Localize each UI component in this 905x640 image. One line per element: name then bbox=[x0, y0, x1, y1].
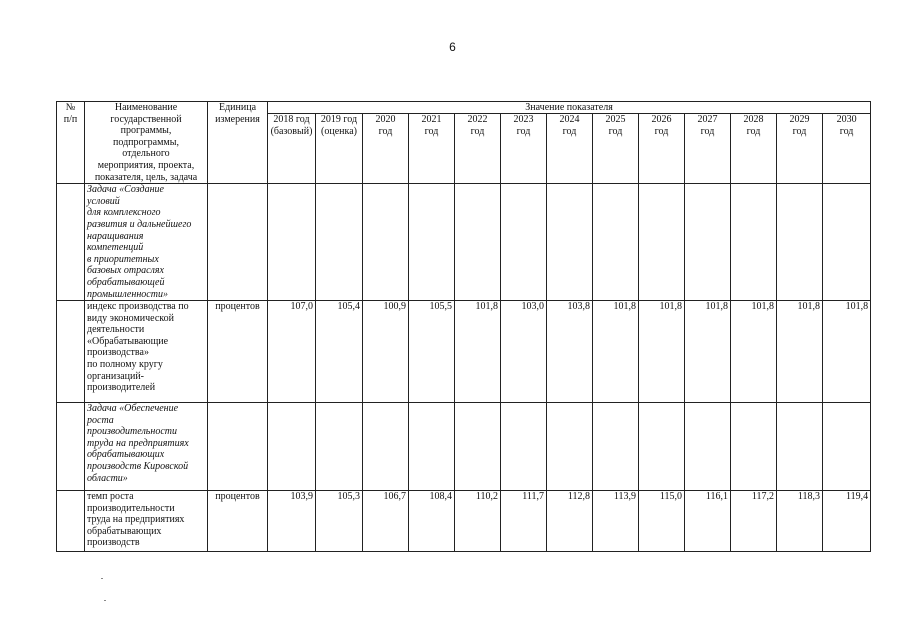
header-year: 2023 год bbox=[501, 114, 547, 184]
indicator-name: индекс производства по виду экономической деятельности «Обрабатывающие производства» по полному кругу организаций- производителей bbox=[85, 301, 208, 403]
value-cell: 105,5 bbox=[409, 301, 455, 403]
row-number-cell bbox=[57, 403, 85, 491]
header-year: 2025 год bbox=[593, 114, 639, 184]
header-year: 2021 год bbox=[409, 114, 455, 184]
header-year: 2027 год bbox=[685, 114, 731, 184]
value-cell bbox=[409, 403, 455, 491]
value-cell: 101,8 bbox=[455, 301, 501, 403]
value-cell bbox=[639, 184, 685, 301]
unit-cell bbox=[208, 184, 268, 301]
task-row bbox=[57, 184, 871, 301]
value-cell: 101,8 bbox=[777, 301, 823, 403]
value-cell bbox=[547, 184, 593, 301]
indicator-table bbox=[56, 101, 871, 552]
value-cell bbox=[593, 403, 639, 491]
header-name bbox=[85, 102, 208, 184]
value-cell: 113,9 bbox=[593, 491, 639, 552]
value-cell bbox=[363, 184, 409, 301]
task-name: Задача «Обеспечение роста производительности труда на предприятиях обрабатывающих производств Кировской области» bbox=[85, 403, 208, 491]
header-name-text: Наименование государственной программы, подпрограммы, отдельного мероприятия, проекта, показателя, цель, задача bbox=[94, 102, 198, 183]
value-cell bbox=[455, 184, 501, 301]
unit-cell: процентов bbox=[208, 491, 268, 552]
unit-cell bbox=[208, 403, 268, 491]
value-cell bbox=[685, 184, 731, 301]
table-body bbox=[57, 184, 871, 552]
value-cell bbox=[823, 403, 871, 491]
value-cell: 100,9 bbox=[363, 301, 409, 403]
header-number-text: № п/п bbox=[63, 102, 78, 125]
header-year: 2028 год bbox=[731, 114, 777, 184]
header-values: Значение показателя bbox=[268, 102, 871, 114]
header-unit bbox=[208, 102, 268, 184]
value-cell: 112,8 bbox=[547, 491, 593, 552]
row-number-cell bbox=[57, 184, 85, 301]
value-cell bbox=[501, 184, 547, 301]
unit-cell: процентов bbox=[208, 301, 268, 403]
value-cell bbox=[268, 184, 316, 301]
value-cell: 101,8 bbox=[593, 301, 639, 403]
value-cell bbox=[593, 184, 639, 301]
value-cell bbox=[363, 403, 409, 491]
value-cell: 110,2 bbox=[455, 491, 501, 552]
value-cell: 101,8 bbox=[731, 301, 777, 403]
header-year: 2026 год bbox=[639, 114, 685, 184]
value-cell: 101,8 bbox=[823, 301, 871, 403]
table-header bbox=[57, 102, 871, 184]
value-cell bbox=[547, 403, 593, 491]
value-cell: 103,9 bbox=[268, 491, 316, 552]
header-year: 2030 год bbox=[823, 114, 871, 184]
value-cell bbox=[731, 184, 777, 301]
indicator-name: темп роста производительности труда на предприятиях обрабатывающих производств bbox=[85, 491, 208, 552]
value-cell bbox=[685, 403, 731, 491]
value-cell bbox=[409, 184, 455, 301]
value-cell bbox=[316, 403, 363, 491]
header-year: 2018 год (базовый) bbox=[268, 114, 316, 184]
indicator-row bbox=[57, 301, 871, 403]
header-year: 2024 год bbox=[547, 114, 593, 184]
value-cell bbox=[639, 403, 685, 491]
value-cell: 117,2 bbox=[731, 491, 777, 552]
value-cell: 103,0 bbox=[501, 301, 547, 403]
value-cell: 101,8 bbox=[685, 301, 731, 403]
value-cell bbox=[316, 184, 363, 301]
row-number-cell bbox=[57, 301, 85, 403]
value-cell bbox=[777, 403, 823, 491]
value-cell: 106,7 bbox=[363, 491, 409, 552]
scan-speck bbox=[104, 600, 106, 601]
value-cell: 105,3 bbox=[316, 491, 363, 552]
value-cell bbox=[268, 403, 316, 491]
task-name: Задача «Создание условий для комплексного развития и дальнейшего наращивания компетенций в приоритетных базовых отраслях обрабатывающей промышленности» bbox=[85, 184, 208, 301]
row-number-cell bbox=[57, 491, 85, 552]
value-cell: 116,1 bbox=[685, 491, 731, 552]
header-year: 2029 год bbox=[777, 114, 823, 184]
header-year: 2020 год bbox=[363, 114, 409, 184]
value-cell: 115,0 bbox=[639, 491, 685, 552]
value-cell bbox=[501, 403, 547, 491]
value-cell bbox=[823, 184, 871, 301]
value-cell: 119,4 bbox=[823, 491, 871, 552]
value-cell: 111,7 bbox=[501, 491, 547, 552]
header-year: 2019 год (оценка) bbox=[316, 114, 363, 184]
value-cell: 101,8 bbox=[639, 301, 685, 403]
header-year: 2022 год bbox=[455, 114, 501, 184]
value-cell: 118,3 bbox=[777, 491, 823, 552]
value-cell bbox=[777, 184, 823, 301]
value-cell: 108,4 bbox=[409, 491, 455, 552]
value-cell bbox=[731, 403, 777, 491]
value-cell: 105,4 bbox=[316, 301, 363, 403]
scan-speck bbox=[101, 578, 103, 579]
header-unit-text: Единица измерения bbox=[215, 102, 260, 125]
task-row bbox=[57, 403, 871, 491]
header-number bbox=[57, 102, 85, 184]
value-cell: 107,0 bbox=[268, 301, 316, 403]
value-cell bbox=[455, 403, 501, 491]
page-number: 6 bbox=[449, 40, 456, 54]
value-cell: 103,8 bbox=[547, 301, 593, 403]
indicator-row bbox=[57, 491, 871, 552]
